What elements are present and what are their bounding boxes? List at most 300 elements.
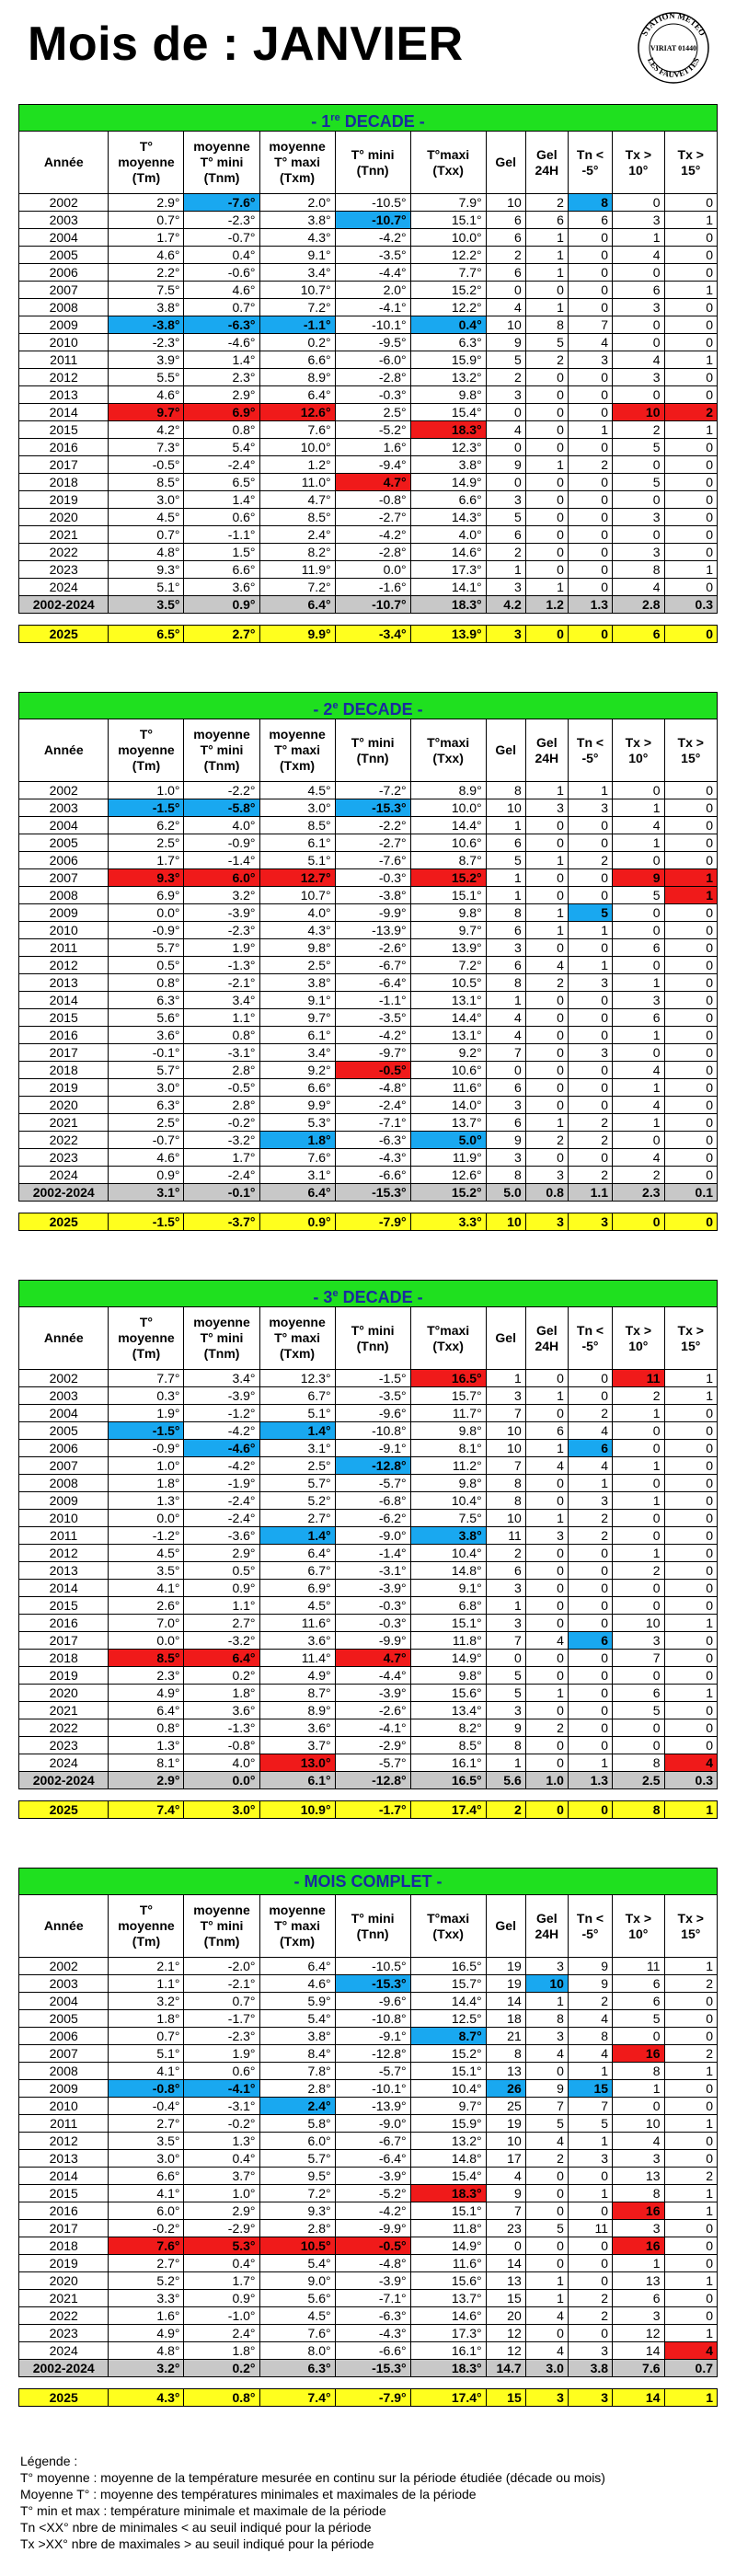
col-tm-cell: 0.5° (109, 957, 184, 974)
table-row (19, 2185, 718, 2202)
col-txx-cell: 13.7° (410, 1114, 486, 1132)
col-txm-cell: 2.5° (259, 1457, 335, 1475)
col-tn-lt-5-cell: 4 (568, 334, 612, 351)
col-tnm-cell: -2.0° (184, 1958, 259, 1975)
col-tnn-cell: -1.5° (335, 1370, 410, 1387)
col-tn-lt-5-cell: 1 (568, 922, 612, 939)
header-row (19, 1895, 718, 1958)
col-year-cell: 2013 (19, 386, 109, 404)
col-tn-lt-5-cell: 2 (568, 1167, 612, 1184)
table-row (19, 834, 718, 852)
col-tn-lt-5-cell: 0 (568, 474, 612, 491)
col-gel24h-cell: 1 (525, 1387, 568, 1405)
table-row (19, 2045, 718, 2063)
col-txx-cell: 13.9° (410, 626, 486, 643)
col-txm-cell: 3.1° (259, 1440, 335, 1457)
col-tx-gt-15-cell: 1 (664, 2325, 718, 2342)
col-tx-gt-10-cell: 1 (613, 1405, 664, 1422)
header-row (19, 132, 718, 194)
table-row (19, 2080, 718, 2098)
col-tx-gt-10-cell: 3 (613, 544, 664, 561)
col-gel-cell: 15 (486, 2389, 525, 2407)
col-gel-cell: 8 (486, 1492, 525, 1510)
col-gel24h-header: Gel 24H (525, 132, 568, 194)
col-tnn-cell: -5.7° (335, 1475, 410, 1492)
col-txx-cell: 10.6° (410, 834, 486, 852)
col-tnn-cell: -10.7° (335, 212, 410, 229)
col-gel24h-cell: 4 (525, 2133, 568, 2150)
col-tx-gt-10-cell: 0 (613, 194, 664, 212)
col-tn-lt-5-cell: 0 (568, 1097, 612, 1114)
col-txm-cell: 7.6° (259, 2325, 335, 2342)
col-gel-cell: 3 (486, 1702, 525, 1719)
col-tm-cell: 4.6° (109, 1149, 184, 1167)
col-tn-lt-5-cell: 1 (568, 421, 612, 439)
col-tm-cell: 0.7° (109, 526, 184, 544)
col-tnm-cell: -4.2° (184, 1457, 259, 1475)
col-gel24h-cell: 3 (525, 2028, 568, 2045)
table-row (19, 782, 718, 799)
col-tm-cell: 1.9° (109, 1405, 184, 1422)
table-row (19, 817, 718, 834)
col-tnn-cell: -4.1° (335, 299, 410, 316)
table-row (19, 1510, 718, 1527)
col-gel-cell: 7 (486, 1405, 525, 1422)
col-tm-cell: -0.8° (109, 2080, 184, 2098)
col-txx-cell: 15.1° (410, 212, 486, 229)
col-gel24h-cell: 0 (525, 474, 568, 491)
col-tnm-cell: 6.5° (184, 474, 259, 491)
col-tm-cell: 3.0° (109, 491, 184, 509)
col-txm-cell: 0.2° (259, 334, 335, 351)
data-table (18, 1894, 718, 2407)
col-gel-cell: 14 (486, 2255, 525, 2272)
col-tnm-cell: 0.4° (184, 2255, 259, 2272)
col-tx-gt-15-cell: 0 (664, 1457, 718, 1475)
section-title-bar: - 2e DECADE - (18, 692, 718, 719)
col-year-cell: 2023 (19, 2325, 109, 2342)
col-tm-cell: 1.3° (109, 1492, 184, 1510)
col-gel-cell: 0 (486, 439, 525, 456)
col-tn-lt-5-cell: 3 (568, 351, 612, 369)
col-gel24h-cell: 9 (525, 2080, 568, 2098)
col-tm-cell: 2.7° (109, 2255, 184, 2272)
page-title: Mois de : JANVIER (28, 17, 464, 71)
col-tm-cell: 0.0° (109, 1510, 184, 1527)
col-txm-cell: 12.6° (259, 404, 335, 421)
col-gel24h-cell: 0 (525, 509, 568, 526)
col-gel-cell: 6 (486, 212, 525, 229)
col-tn-lt-5-header: Tn < -5° (568, 1307, 612, 1370)
col-txm-cell: 4.9° (259, 1667, 335, 1685)
col-txm-header: moyenne T° maxi (Txm) (259, 132, 335, 194)
col-tn-lt-5-cell: 0 (568, 386, 612, 404)
col-tx-gt-10-cell: 6 (613, 1009, 664, 1027)
col-tx-gt-15-cell: 0 (664, 1167, 718, 1184)
current-year-row (19, 1213, 718, 1231)
col-gel24h-cell: 3 (525, 1527, 568, 1545)
col-tnm-cell: -1.1° (184, 526, 259, 544)
col-tn-lt-5-cell: 15 (568, 2080, 612, 2098)
col-year-cell: 2013 (19, 1562, 109, 1580)
col-txm-cell: 3.4° (259, 1044, 335, 1062)
col-txm-cell: 6.4° (259, 596, 335, 614)
col-tx-gt-15-cell: 2 (664, 2045, 718, 2063)
col-tnn-cell: -5.7° (335, 2063, 410, 2080)
table-row (19, 887, 718, 904)
col-txm-cell: 8.7° (259, 1685, 335, 1702)
col-year-header: Année (19, 1895, 109, 1958)
col-tnn-cell: -4.8° (335, 2255, 410, 2272)
col-tx-gt-15-cell: 0 (664, 992, 718, 1009)
col-tnm-cell: 0.8° (184, 1027, 259, 1044)
col-tx-gt-15-cell: 0 (664, 334, 718, 351)
col-tm-cell: 3.5° (109, 2133, 184, 2150)
table-row (19, 957, 718, 974)
col-tn-lt-5-cell: 1 (568, 2185, 612, 2202)
col-gel24h-cell: 0 (525, 939, 568, 957)
col-tnm-cell: -2.9° (184, 2220, 259, 2237)
col-gel24h-cell: 0 (525, 2202, 568, 2220)
col-tnm-cell: -2.1° (184, 1975, 259, 1993)
col-tnm-cell: -1.3° (184, 957, 259, 974)
col-tn-lt-5-cell: 9 (568, 1958, 612, 1975)
col-tnn-cell: -1.4° (335, 1545, 410, 1562)
col-tm-header: T° moyenne (Tm) (109, 1895, 184, 1958)
col-tn-lt-5-cell: 0 (568, 939, 612, 957)
col-gel-cell: 0 (486, 404, 525, 421)
col-tnn-cell: -4.2° (335, 1027, 410, 1044)
col-tnn-cell: -9.1° (335, 2028, 410, 2045)
col-tnn-cell: -9.0° (335, 1527, 410, 1545)
col-tn-lt-5-cell: 1.1 (568, 1184, 612, 1202)
col-tnm-cell: -0.8° (184, 1737, 259, 1754)
col-tnm-header: moyenne T° mini (Tnm) (184, 1895, 259, 1958)
col-tnm-cell: -1.3° (184, 1719, 259, 1737)
col-tx-gt-10-cell: 1 (613, 799, 664, 817)
col-tx-gt-10-cell: 8 (613, 2185, 664, 2202)
col-txm-cell: 6.4° (259, 1184, 335, 1202)
col-txx-cell: 7.5° (410, 1510, 486, 1527)
table-row (19, 1457, 718, 1475)
col-tnn-cell: -3.4° (335, 626, 410, 643)
col-tn-lt-5-cell: 0 (568, 1027, 612, 1044)
col-txx-cell: 14.1° (410, 579, 486, 596)
col-tnm-cell: 1.7° (184, 1149, 259, 1167)
col-gel24h-cell: 1 (525, 229, 568, 247)
col-gel24h-cell: 0 (525, 1615, 568, 1632)
col-tnm-cell: -2.2° (184, 782, 259, 799)
col-tx-gt-10-cell: 0 (613, 1510, 664, 1527)
col-tx-gt-10-cell: 1 (613, 834, 664, 852)
col-gel-cell: 10 (486, 2133, 525, 2150)
col-tx-gt-15-cell: 0 (664, 1009, 718, 1027)
table-row (19, 369, 718, 386)
col-tn-lt-5-cell: 0 (568, 282, 612, 299)
col-year-cell: 2021 (19, 1114, 109, 1132)
col-txx-cell: 11.7° (410, 1405, 486, 1422)
col-txx-cell: 6.3° (410, 334, 486, 351)
col-tnn-cell: 1.6° (335, 439, 410, 456)
col-tx-gt-10-cell: 5 (613, 474, 664, 491)
col-tnm-cell: 3.4° (184, 992, 259, 1009)
table-row (19, 2220, 718, 2237)
col-txm-cell: 3.1° (259, 1167, 335, 1184)
average-row (19, 1184, 718, 1202)
col-gel-cell: 14.7 (486, 2360, 525, 2377)
col-tn-lt-5-cell: 0 (568, 1562, 612, 1580)
col-tnm-cell: 4.6° (184, 282, 259, 299)
table-row (19, 526, 718, 544)
table-row (19, 992, 718, 1009)
col-txm-cell: 10.9° (259, 1801, 335, 1819)
col-tx-gt-15-cell: 0 (664, 526, 718, 544)
col-year-cell: 2002 (19, 782, 109, 799)
col-tnm-cell: 0.9° (184, 596, 259, 614)
col-tnm-cell: 1.4° (184, 351, 259, 369)
col-tn-lt-5-cell: 0 (568, 2237, 612, 2255)
col-tnm-cell: -2.4° (184, 1167, 259, 1184)
spacer-row (19, 1202, 718, 1213)
col-tx-gt-10-cell: 13 (613, 2168, 664, 2185)
col-txm-cell: 1.4° (259, 1527, 335, 1545)
col-gel-cell: 3 (486, 1615, 525, 1632)
col-txm-cell: 11.9° (259, 561, 335, 579)
col-tnn-cell: -6.0° (335, 351, 410, 369)
col-tnn-cell: -0.5° (335, 1062, 410, 1079)
col-tm-cell: 1.6° (109, 2307, 184, 2325)
average-row (19, 2360, 718, 2377)
col-txm-cell: 6.7° (259, 1562, 335, 1580)
col-tn-lt-5-cell: 0 (568, 1702, 612, 1719)
col-gel-cell: 10 (486, 1213, 525, 1231)
col-tx-gt-10-cell: 12 (613, 2325, 664, 2342)
col-tx-gt-15-cell: 0.3 (664, 596, 718, 614)
col-gel-cell: 15 (486, 2290, 525, 2307)
col-tx-gt-10-cell: 0 (613, 456, 664, 474)
col-tn-lt-5-header: Tn < -5° (568, 719, 612, 782)
col-tx-gt-10-cell: 0 (613, 2098, 664, 2115)
table-row (19, 799, 718, 817)
col-tn-lt-5-cell: 3 (568, 2150, 612, 2168)
col-tm-cell: -1.5° (109, 1422, 184, 1440)
col-tnm-cell: -2.4° (184, 1492, 259, 1510)
col-year-cell: 2017 (19, 1632, 109, 1650)
col-tx-gt-10-cell: 6 (613, 1975, 664, 1993)
col-txx-cell: 13.1° (410, 1027, 486, 1044)
col-year-cell: 2012 (19, 369, 109, 386)
col-tx-gt-15-cell: 4 (664, 2342, 718, 2360)
col-gel24h-cell: 0 (525, 1737, 568, 1754)
col-tm-cell: 2.2° (109, 264, 184, 282)
col-tm-cell: 1.0° (109, 1457, 184, 1475)
col-tx-gt-15-cell: 1 (664, 2272, 718, 2290)
col-gel-cell: 4 (486, 2168, 525, 2185)
col-gel-cell: 10 (486, 799, 525, 817)
col-tm-cell: 5.7° (109, 1062, 184, 1079)
col-txm-cell: -1.1° (259, 316, 335, 334)
col-tx-gt-15-cell: 0 (664, 2237, 718, 2255)
col-txm-cell: 8.5° (259, 817, 335, 834)
col-tx-gt-15-cell: 0 (664, 1149, 718, 1167)
col-txx-cell: 10.4° (410, 1492, 486, 1510)
col-gel-cell: 9 (486, 1719, 525, 1737)
col-tnm-cell: -4.2° (184, 1422, 259, 1440)
col-txx-cell: 14.6° (410, 544, 486, 561)
col-tm-cell: 9.3° (109, 561, 184, 579)
col-tnn-cell: -7.2° (335, 782, 410, 799)
table-row (19, 852, 718, 869)
col-tnn-cell: -6.7° (335, 2133, 410, 2150)
col-txx-cell: 11.6° (410, 1079, 486, 1097)
col-tnn-cell: -7.1° (335, 1114, 410, 1132)
col-gel-cell: 20 (486, 2307, 525, 2325)
col-tm-cell: 6.3° (109, 1097, 184, 1114)
col-gel-cell: 10 (486, 194, 525, 212)
col-tnm-cell: -0.7° (184, 229, 259, 247)
col-tnm-cell: -7.6° (184, 194, 259, 212)
col-tm-cell: 2.5° (109, 1114, 184, 1132)
col-tm-cell: 4.2° (109, 421, 184, 439)
table-row (19, 2307, 718, 2325)
col-gel-cell: 9 (486, 456, 525, 474)
col-tn-lt-5-cell: 2 (568, 1527, 612, 1545)
col-gel-cell: 8 (486, 782, 525, 799)
col-tx-gt-15-cell: 0 (664, 194, 718, 212)
col-tm-cell: 4.3° (109, 2389, 184, 2407)
col-tn-lt-5-cell: 6 (568, 1632, 612, 1650)
col-gel24h-cell: 0 (525, 1044, 568, 1062)
col-tn-lt-5-cell: 0 (568, 1079, 612, 1097)
table-row (19, 1562, 718, 1580)
col-tn-lt-5-cell: 6 (568, 1440, 612, 1457)
col-tnm-cell: 0.8° (184, 2389, 259, 2407)
col-tx-gt-15-header: Tx > 15° (664, 719, 718, 782)
col-txx-cell: 10.6° (410, 1062, 486, 1079)
col-gel24h-cell: 0 (525, 1149, 568, 1167)
col-tx-gt-10-cell: 3 (613, 2220, 664, 2237)
col-gel24h-cell: 0 (525, 887, 568, 904)
table-row (19, 1597, 718, 1615)
col-tnn-cell: -9.6° (335, 1993, 410, 2010)
col-tx-gt-15-cell: 0 (664, 817, 718, 834)
col-tnm-cell: 1.0° (184, 2185, 259, 2202)
col-tn-lt-5-cell: 8 (568, 194, 612, 212)
col-tx-gt-15-cell: 0 (664, 852, 718, 869)
col-txx-cell: 14.4° (410, 1009, 486, 1027)
table-row (19, 1719, 718, 1737)
col-tx-gt-10-cell: 0 (613, 1213, 664, 1231)
col-tnn-header: T° mini (Tnn) (335, 132, 410, 194)
col-year-cell: 2024 (19, 579, 109, 596)
col-tx-gt-10-cell: 11 (613, 1958, 664, 1975)
col-year-cell: 2009 (19, 904, 109, 922)
table-row (19, 544, 718, 561)
col-gel24h-cell: 5 (525, 2115, 568, 2133)
col-txx-cell: 9.7° (410, 2098, 486, 2115)
col-txm-cell: 5.7° (259, 1475, 335, 1492)
col-year-cell: 2004 (19, 229, 109, 247)
col-tm-cell: 0.0° (109, 1632, 184, 1650)
col-tnm-cell: 0.9° (184, 1580, 259, 1597)
col-tn-lt-5-cell: 0 (568, 2325, 612, 2342)
col-gel24h-cell: 4 (525, 957, 568, 974)
col-gel24h-cell: 0 (525, 561, 568, 579)
col-tx-gt-10-cell: 0 (613, 1719, 664, 1737)
col-tnm-cell: 1.3° (184, 2133, 259, 2150)
col-gel24h-cell: 0 (525, 1667, 568, 1685)
table-row (19, 2098, 718, 2115)
col-gel24h-cell: 0 (525, 404, 568, 421)
col-tx-gt-15-cell: 0 (664, 1475, 718, 1492)
col-tm-cell: 4.1° (109, 2185, 184, 2202)
col-gel-cell: 3 (486, 1387, 525, 1405)
col-tnn-cell: -2.7° (335, 834, 410, 852)
col-tx-gt-10-cell: 5 (613, 1702, 664, 1719)
col-year-cell: 2020 (19, 1685, 109, 1702)
table-row (19, 1545, 718, 1562)
col-tnn-cell: -0.3° (335, 386, 410, 404)
svg-text:STATION METEO: STATION METEO (639, 10, 707, 38)
col-gel-cell: 7 (486, 1044, 525, 1062)
table-row (19, 2010, 718, 2028)
col-tn-lt-5-cell: 9 (568, 1975, 612, 1993)
col-gel-cell: 21 (486, 2028, 525, 2045)
col-gel-cell: 6 (486, 526, 525, 544)
col-tx-gt-10-cell: 3 (613, 2307, 664, 2325)
col-gel24h-cell: 2 (525, 194, 568, 212)
col-txm-cell: 4.3° (259, 922, 335, 939)
col-txm-cell: 2.8° (259, 2080, 335, 2098)
col-gel24h-cell: 0 (525, 1702, 568, 1719)
col-tnn-cell: -3.5° (335, 247, 410, 264)
col-gel-cell: 4.2 (486, 596, 525, 614)
col-tn-lt-5-cell: 2 (568, 2290, 612, 2307)
col-tnn-cell: -3.9° (335, 1685, 410, 1702)
col-tm-cell: 1.0° (109, 782, 184, 799)
col-tnm-cell: -2.1° (184, 974, 259, 992)
col-tnm-cell: 2.9° (184, 2202, 259, 2220)
col-year-cell: 2017 (19, 456, 109, 474)
col-txx-cell: 15.7° (410, 1975, 486, 1993)
col-tnm-cell: 3.6° (184, 579, 259, 596)
col-txx-cell: 17.4° (410, 2389, 486, 2407)
station-stamp-logo (633, 7, 714, 88)
col-gel24h-cell: 1 (525, 1685, 568, 1702)
col-txx-cell: 3.3° (410, 1213, 486, 1231)
col-year-cell: 2008 (19, 1475, 109, 1492)
col-txm-cell: 5.3° (259, 1114, 335, 1132)
col-tn-lt-5-cell: 0 (568, 404, 612, 421)
col-gel24h-cell: 1 (525, 2272, 568, 2290)
col-year-cell: 2012 (19, 957, 109, 974)
col-gel24h-cell: 1.2 (525, 596, 568, 614)
col-tn-lt-5-cell: 0 (568, 2255, 612, 2272)
table-row (19, 509, 718, 526)
col-tx-gt-10-cell: 1 (613, 2255, 664, 2272)
col-tnm-cell: 0.9° (184, 2290, 259, 2307)
col-gel24h-cell: 0 (525, 2168, 568, 2185)
col-tm-cell: 3.0° (109, 2150, 184, 2168)
table-row (19, 2028, 718, 2045)
col-tnn-cell: -4.3° (335, 1149, 410, 1167)
col-tx-gt-10-cell: 6 (613, 939, 664, 957)
col-txx-cell: 15.1° (410, 1615, 486, 1632)
col-tnm-cell: -2.3° (184, 212, 259, 229)
col-tnm-cell: 0.0° (184, 1772, 259, 1789)
col-tx-gt-15-cell: 1 (664, 561, 718, 579)
col-tm-cell: 4.8° (109, 2342, 184, 2360)
